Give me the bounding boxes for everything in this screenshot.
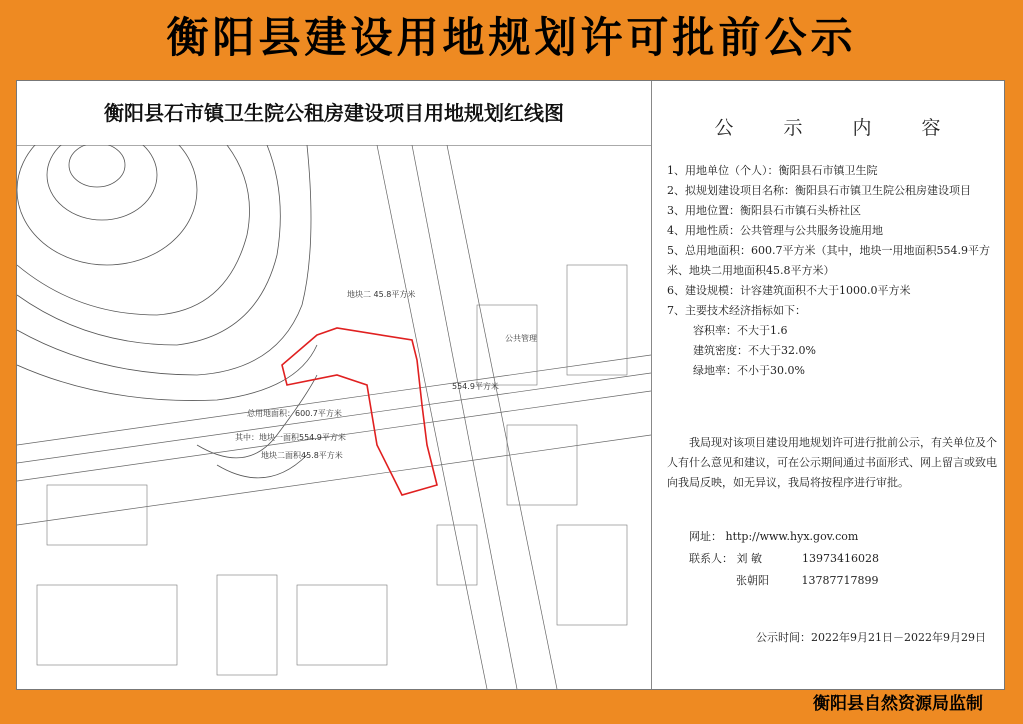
banner-title: 衡阳县建设用地规划许可批前公示 bbox=[166, 13, 857, 62]
contact-name: 刘 敏 bbox=[736, 552, 762, 565]
map-label-plot2: 地块二面积45.8平方米 bbox=[261, 451, 343, 460]
indicator-density: 建筑密度：不大于32.0% bbox=[693, 344, 816, 357]
notice-panel bbox=[16, 80, 1005, 690]
building-outlines bbox=[37, 265, 627, 675]
indicator-green: 绿地率：不小于30.0% bbox=[693, 364, 805, 377]
map-label-parcel-right: 554.9平方米 bbox=[452, 382, 499, 391]
website-link[interactable]: http://www.hyx.gov.com bbox=[725, 530, 859, 543]
contour-lines bbox=[17, 145, 317, 478]
footer-issuer: 衡阳县自然资源局监制 bbox=[813, 694, 983, 714]
notice-content bbox=[653, 81, 1004, 689]
notice-item: 7、主要技术经济指标如下： bbox=[667, 304, 806, 317]
indicator-far: 容积率：不大于1.6 bbox=[693, 324, 788, 337]
contact-label: 联系人： bbox=[689, 552, 733, 565]
notice-item: 1、用地单位（个人）：衡阳县石市镇卫生院 bbox=[667, 164, 878, 177]
notice-item: 2、拟规划建设项目名称：衡阳县石市镇卫生院公租房建设项目 bbox=[667, 184, 971, 197]
contact-phone: 13787717899 bbox=[801, 574, 879, 587]
notice-period: 公示时间：2022年9月21日－2022年9月29日 bbox=[756, 631, 986, 644]
map-area bbox=[17, 81, 652, 689]
notice-item: 3、用地位置：衡阳县石市镇石头桥社区 bbox=[667, 204, 861, 217]
notice-item: 5、总用地面积：600.7平方米（其中，地块一用地面积554.9平方米、地块二用地面积45.8平方米） bbox=[667, 244, 990, 277]
map-label-plot1: 其中：地块一面积554.9平方米 bbox=[235, 433, 346, 442]
contact-name: 张朝阳 bbox=[736, 574, 769, 587]
map-label-parcel-top: 地块二 45.8平方米 bbox=[347, 290, 416, 299]
notice-body: 我局现对该项目建设用地规划许可进行批前公示，有关单位及个人有什么意见和建议，可在公示期间通过书面形式、网上留言或致电向我局反映，如无异议，我局将按程序进行审批。 bbox=[667, 436, 997, 489]
contact-phone: 13973416028 bbox=[802, 552, 879, 565]
website-label: 网址： bbox=[689, 530, 722, 543]
contact-info bbox=[689, 526, 879, 592]
map-label-total-area: 总用地面积：600.7平方米 bbox=[247, 409, 342, 418]
map-label-building: 公共管理 bbox=[505, 334, 537, 343]
map-title: 衡阳县石市镇卫生院公租房建设项目用地规划红线图 bbox=[17, 81, 651, 146]
notice-item: 6、建设规模：计容建筑面积不大于1000.0平方米 bbox=[667, 284, 911, 297]
notice-heading: 公 示 内 容 bbox=[714, 117, 963, 139]
notice-item: 4、用地性质：公共管理与公共服务设施用地 bbox=[667, 224, 883, 237]
notice-items bbox=[667, 161, 997, 381]
